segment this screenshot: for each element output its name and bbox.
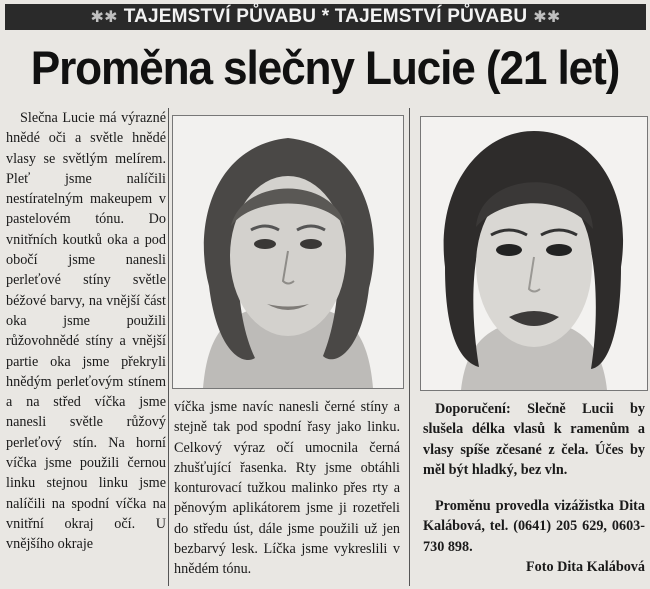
column-divider xyxy=(168,108,169,586)
section-banner xyxy=(5,4,646,30)
headline: Proměna slečny Lucie (21 let) xyxy=(30,41,620,94)
recommendation-box xyxy=(423,399,645,577)
article-paragraph: Slečna Lucie má výrazné hnědé oči a světle hnědé vlasy se světlým melírem. Pleť jsme nalíčili nestíratelným makeupem v pastelovém tónu. Do vnitřních koutků oka a pod obočí jsme nanesli perleťové stíny světle béžové barvy, na vnější část oka jsme použili růžovohnědé stíny a vnější partie oka jsme překryli hnědým perleťovým stínem a na střed víčka jsme nanesli světle růžový perleťový stín. Na horní víčka jsme použili černou linku stejnou linku jsme nalíčili na spodní víčka na vnitřní okraj očí. U vnějšího okraje xyxy=(6,110,166,553)
photo-credit: Foto Dita Kalábová xyxy=(525,559,645,576)
article-column-2 xyxy=(174,397,400,580)
recommendation-text: Doporučení: Slečně Lucii by slušela délka vlasů k ramenům a vlasy spíše zčesané z čela. Účes by měl být hladký, bez vln. xyxy=(423,401,645,478)
column-divider xyxy=(409,108,410,586)
banner-text: TAJEMSTVÍ PŮVABU * TAJEMSTVÍ PŮVABU xyxy=(123,6,528,27)
photo-before xyxy=(172,115,404,389)
asterisk-icon: ✱✱ xyxy=(90,9,118,26)
article-column-1 xyxy=(6,108,166,555)
asterisk-icon: ✱✱ xyxy=(533,9,561,26)
makeover-credit: Proměnu provedla vizážistka Dita Kalábová, tel. (0641) 205 629, 0603-730 898. xyxy=(423,498,645,555)
portrait-after-image xyxy=(421,117,647,390)
article-paragraph: víčka jsme navíc nanesli černé stíny a stejně tak pod spodní řasy jako linku. Celkový výraz očí umocnila černá zhušťující řasenka. Rty jsme obtáhli konturovací tužkou malinko přes rty a pěnovým aplikátorem jsme ji rozetřeli do středu úst, dále jsme použili už jen bezbarvý lesk. Líčka jsme vykreslili v hnědém tónu. xyxy=(174,399,400,578)
photo-after xyxy=(420,116,648,391)
portrait-before-image xyxy=(173,116,403,388)
